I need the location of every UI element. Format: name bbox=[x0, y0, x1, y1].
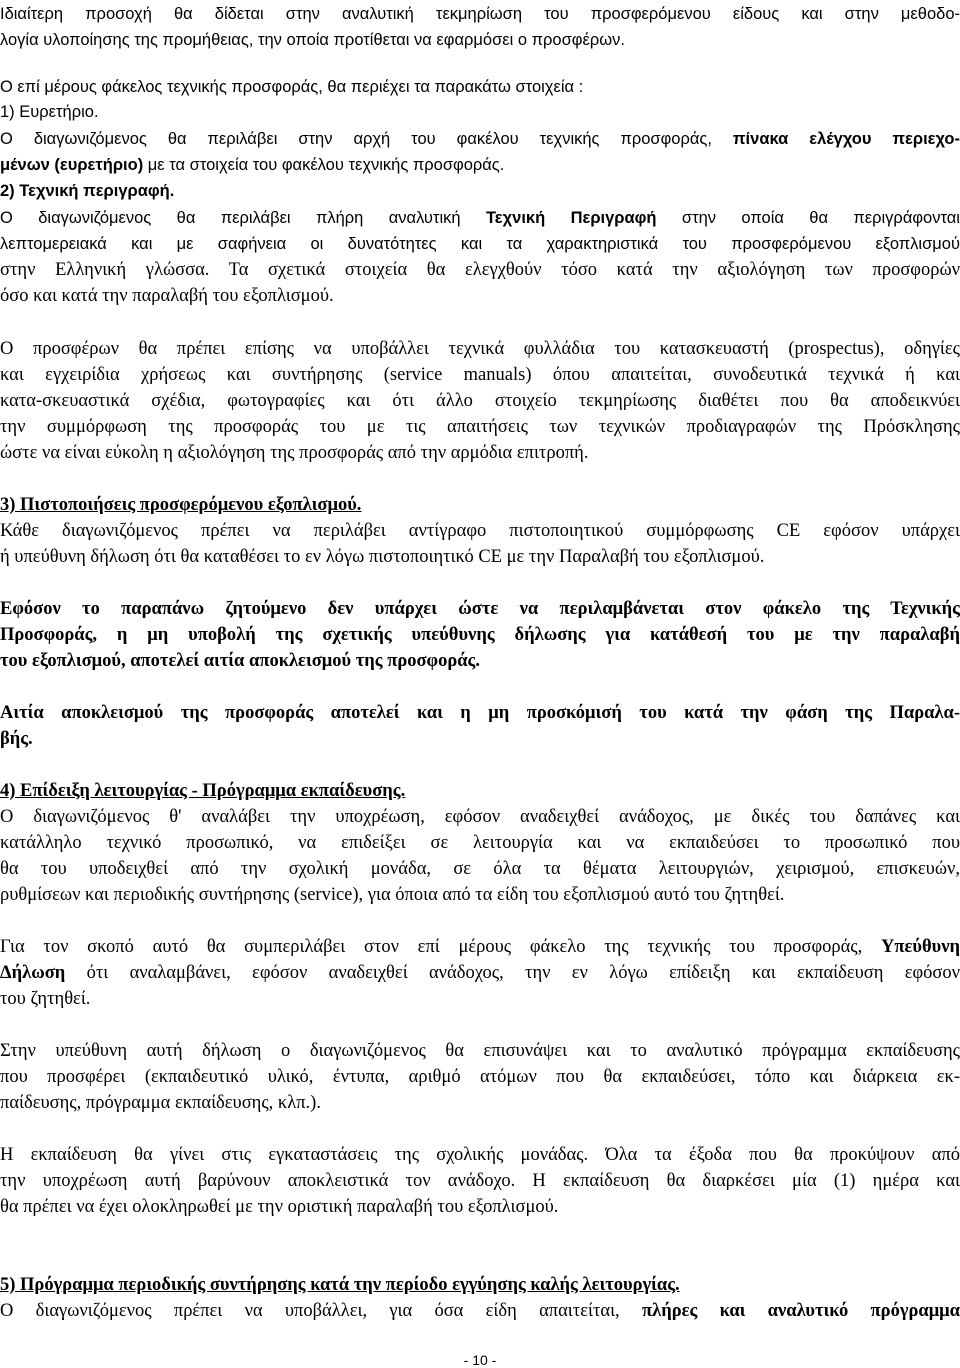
paragraph-intro-line-3: Ο επί μέρους φάκελος τεχνικής προσφοράς, θα περιέχει τα παρακάτω στοιχεία : bbox=[0, 78, 584, 96]
section-2-line-3: στην Ελληνική γλώσσα. Τα σχετικά στοιχεία θα ελεγχθούν τόσο κατά την αξιολόγηση των προσφορών bbox=[0, 260, 960, 280]
paragraph-prospectus-line-2: και εγχειρίδια χρήσεως και συντήρησης (service manuals) όπου απαιτείται, συνοδευτικά τεχνικά ή και bbox=[0, 365, 960, 385]
paragraph-intro-line-2: λογία υλοποίησης της προμήθειας, την οποία προτίθεται να εφαρμόσει ο προσφέρων. bbox=[0, 31, 625, 49]
section-3-heading: 3) Πιστοποιήσεις προσφερόμενου εξοπλισμού. bbox=[0, 495, 362, 515]
paragraph-declaration-line-2: που προσφέρει (εκπαιδευτικό υλικό, έντυπα, αριθμό ατόμων που θα εκπαιδεύσει, τόπο και διάρκεια εκ- bbox=[0, 1067, 960, 1087]
paragraph-prospectus-line-5: ώστε να είναι εύκολη η αξιολόγηση της προσφοράς από την αρμόδια επιτροπή. bbox=[0, 443, 589, 463]
exclusion-warning-line-1: Εφόσον το παραπάνω ζητούμενο δεν υπάρχει ώστε να περιλαμβάνεται στον φάκελο της Τεχνικής bbox=[0, 599, 960, 619]
paragraph-prospectus-line-4: την συμμόρφωση της προσφοράς του με τις απαιτήσεις των τεχνικών προδιαγραφών της Πρόσκλησης bbox=[0, 417, 960, 437]
paragraph-training-line-3: θα πρέπει να έχει ολοκληρωθεί με την οριστική παραλαβή του εξοπλισμού. bbox=[0, 1197, 559, 1217]
section-4-line-3: θα του υποδειχθεί από την σχολική μονάδα, σε όλα τα θέματα λειτουργιών, χειρισμού, επισκευών, bbox=[0, 859, 960, 879]
exclusion-reason-line-2: βής. bbox=[0, 729, 33, 749]
section-2-line-1: Ο διαγωνιζόμενος θα περιλάβει πλήρη αναλυτική Τεχνική Περιγραφή στην οποία θα περιγράφονται bbox=[0, 209, 960, 227]
section-3-line-1: Κάθε διαγωνιζόμενος πρέπει να περιλάβει αντίγραφο πιστοποιητικού συμμόρφωσης CE εφόσον υπάρχει bbox=[0, 521, 960, 541]
section-5-heading: 5) Πρόγραμμα περιοδικής συντήρησης κατά την περίοδο εγγύησης καλής λειτουργίας. bbox=[0, 1275, 680, 1295]
paragraph-purpose-line-2: Δήλωση ότι αναλαμβάνει, εφόσον αναδειχθεί ανάδοχος, την εν λόγω επίδειξη και εκπαίδευση εφόσον bbox=[0, 963, 960, 983]
section-1-line-2: μένων (ευρετήριο) με τα στοιχεία του φακέλου τεχνικής προσφοράς. bbox=[0, 156, 505, 174]
exclusion-warning-line-3: του εξοπλισμού, αποτελεί αιτία αποκλεισμού της προσφοράς. bbox=[0, 651, 480, 671]
section-1-line-1: Ο διαγωνιζόμενος θα περιλάβει στην αρχή του φακέλου τεχνικής προσφοράς, πίνακα ελέγχου περιεχο- bbox=[0, 130, 960, 148]
paragraph-training-line-1: Η εκπαίδευση θα γίνει στις εγκαταστάσεις της σχολικής μονάδας. Όλα τα έξοδα που θα προκύψουν από bbox=[0, 1145, 960, 1165]
section-5-line-1: Ο διαγωνιζόμενος πρέπει να υποβάλλει, για όσα είδη απαιτείται, πλήρες και αναλυτικό πρόγραμμα bbox=[0, 1301, 960, 1321]
page-number: - 10 - bbox=[463, 1352, 497, 1368]
paragraph-declaration-line-1: Στην υπεύθυνη αυτή δήλωση ο διαγωνιζόμενος θα επισυνάψει και το αναλυτικό πρόγραμμα εκπαίδευσης bbox=[0, 1041, 960, 1061]
section-3-line-2: ή υπεύθυνη δήλωση ότι θα καταθέσει το εν λόγω πιστοποιητικό CE με την Παραλαβή του εξοπλισμού. bbox=[0, 547, 765, 567]
paragraph-training-line-2: την υποχρέωση αυτή βαρύνουν αποκλειστικά τον ανάδοχο. Η εκπαίδευση θα διαρκέσει μία (1) ημέρα και bbox=[0, 1171, 960, 1191]
section-4-line-1: Ο διαγωνιζόμενος θ' αναλάβει την υποχρέωση, εφόσον αναδειχθεί ανάδοχος, με δικές του δαπάνες και bbox=[0, 807, 960, 827]
section-2-heading: 2) Τεχνική περιγραφή. bbox=[0, 182, 175, 200]
exclusion-warning-line-2: Προσφοράς, η μη υποβολή της σχετικής υπεύθυνης δήλωσης για κατάθεσή του με την παραλαβή bbox=[0, 625, 960, 645]
section-1-heading: 1) Ευρετήριο. bbox=[0, 103, 99, 121]
section-4-heading: 4) Επίδειξη λειτουργίας - Πρόγραμμα εκπαίδευσης. bbox=[0, 781, 406, 801]
paragraph-prospectus-line-1: Ο προσφέρων θα πρέπει επίσης να υποβάλλει τεχνικά φυλλάδια του κατασκευαστή (prospectus), οδηγίες bbox=[0, 339, 960, 359]
paragraph-purpose-line-1: Για τον σκοπό αυτό θα συμπεριλάβει στον επί μέρους φάκελο της τεχνικής του προσφοράς, Υπεύθυνη bbox=[0, 937, 960, 957]
paragraph-intro-line-1: Ιδιαίτερη προσοχή θα δίδεται στην αναλυτική τεκμηρίωση του προσφερόμενου είδους και στην μεθοδο- bbox=[0, 5, 960, 23]
paragraph-purpose-line-3: του ζητηθεί. bbox=[0, 989, 91, 1009]
section-2-line-2: λεπτομερειακά και με σαφήνεια οι δυνατότητες και τα χαρακτηριστικά του προσφερόμενου εξοπλισμού bbox=[0, 235, 960, 253]
exclusion-reason-line-1: Αιτία αποκλεισμού της προσφοράς αποτελεί και η μη προσκόμισή του κατά την φάση της Παραλα- bbox=[0, 703, 960, 723]
section-4-line-4: ρυθμίσεων και περιοδικής συντήρησης (service), για όποια από τα είδη του εξοπλισμού αυτό του ζητηθεί. bbox=[0, 885, 785, 905]
section-2-line-4: όσο και κατά την παραλαβή του εξοπλισμού. bbox=[0, 286, 334, 306]
paragraph-declaration-line-3: παίδευσης, πρόγραμμα εκπαίδευσης, κλπ.). bbox=[0, 1093, 321, 1113]
section-4-line-2: κατάλληλο τεχνικό προσωπικό, να επιδείξει σε λειτουργία και να εκπαιδεύσει το προσωπικό που bbox=[0, 833, 960, 853]
paragraph-prospectus-line-3: κατα-σκευαστικά σχέδια, φωτογραφίες και ότι άλλο στοιχείο τεκμηρίωσης διαθέτει που θα αποδεικνύει bbox=[0, 391, 960, 411]
